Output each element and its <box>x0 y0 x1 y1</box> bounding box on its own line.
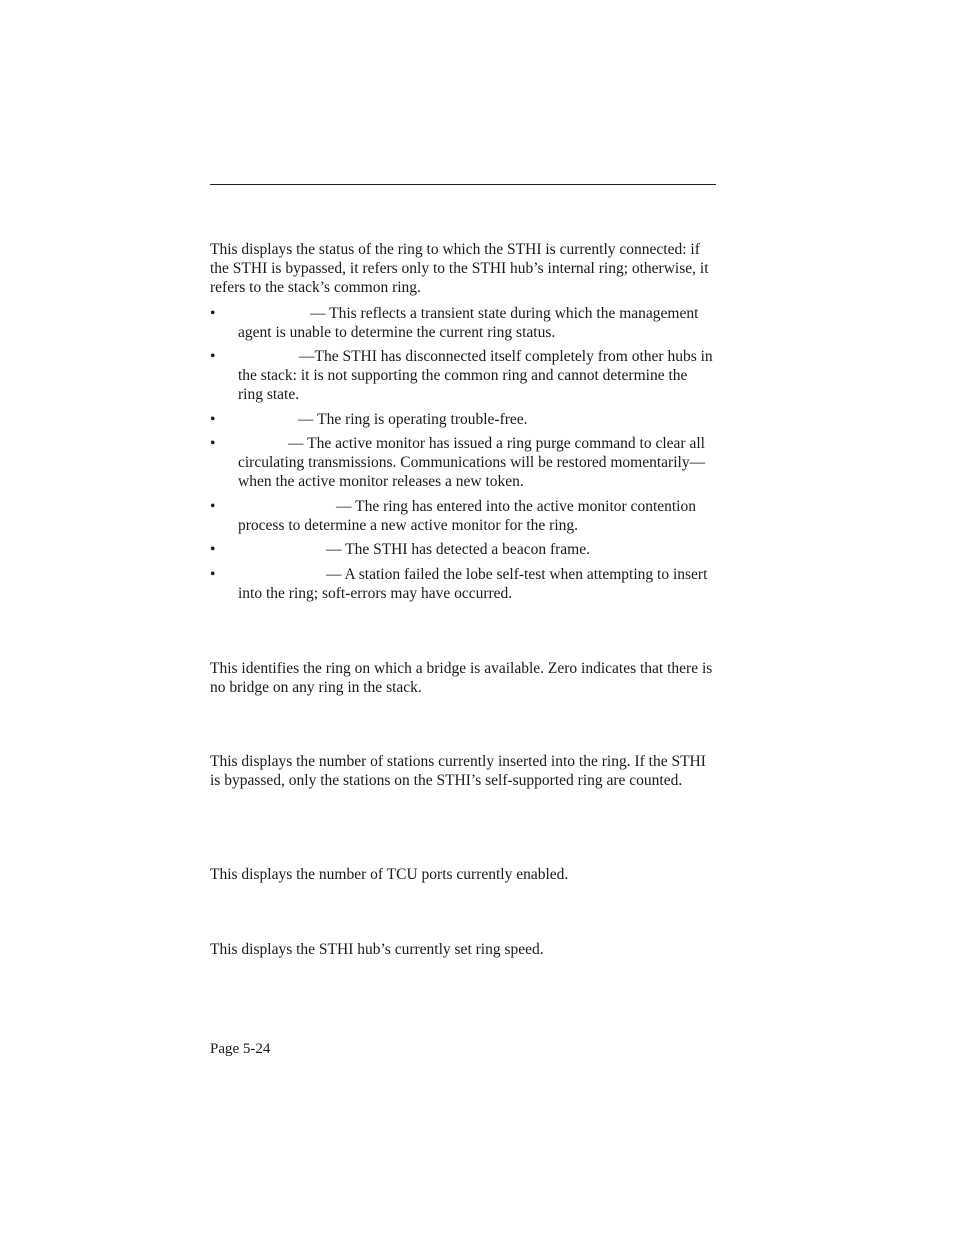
bullet-symbol: • <box>210 498 216 515</box>
bullet-symbol: • <box>210 305 216 322</box>
bullet-symbol: • <box>210 435 216 452</box>
header-rule <box>210 184 716 185</box>
bullet-text: — This reflects a transient state during which the management agent is unable to determine the current ring status. <box>238 305 699 341</box>
bullet-text: — The STHI has detected a beacon frame. <box>326 541 590 558</box>
bullet-symbol: • <box>210 566 216 583</box>
bridge-description: This identifies the ring on which a bridge is available. Zero indicates that there is no bridge on any ring in the stack. <box>210 660 713 696</box>
bullet-text: — A station failed the lobe self-test when attempting to insert into the ring; soft-errors may have occurred. <box>238 566 708 602</box>
tcu-ports-description: This displays the number of TCU ports currently enabled. <box>210 866 569 883</box>
bullet-symbol: • <box>210 541 216 558</box>
stations-description: This displays the number of stations currently inserted into the ring. If the STHI is bypassed, only the stations on the STHI’s self-supported ring are counted. <box>210 753 706 789</box>
bullet-text: — The ring has entered into the active monitor contention process to determine a new active monitor for the ring. <box>238 498 696 534</box>
ring-status-description: This displays the status of the ring to which the STHI is currently connected: if the STHI is bypassed, it refers only to the STHI hub’s internal ring; otherwise, it refers to the stack’s common ring. <box>210 241 709 296</box>
bullet-symbol: • <box>210 348 216 365</box>
bullet-text: —The STHI has disconnected itself completely from other hubs in the stack: it is not supporting the common ring and cannot determine the ring state. <box>238 348 713 403</box>
page-number: Page 5-24 <box>210 1041 271 1057</box>
ring-speed-description: This displays the STHI hub’s currently set ring speed. <box>210 941 544 958</box>
bullet-text: — The ring is operating trouble-free. <box>298 411 528 428</box>
bullet-text: — The active monitor has issued a ring purge command to clear all circulating transmissions. Communications will be restored momentarily—when the active monitor releases a new token. <box>238 435 706 490</box>
bullet-symbol: • <box>210 411 216 428</box>
